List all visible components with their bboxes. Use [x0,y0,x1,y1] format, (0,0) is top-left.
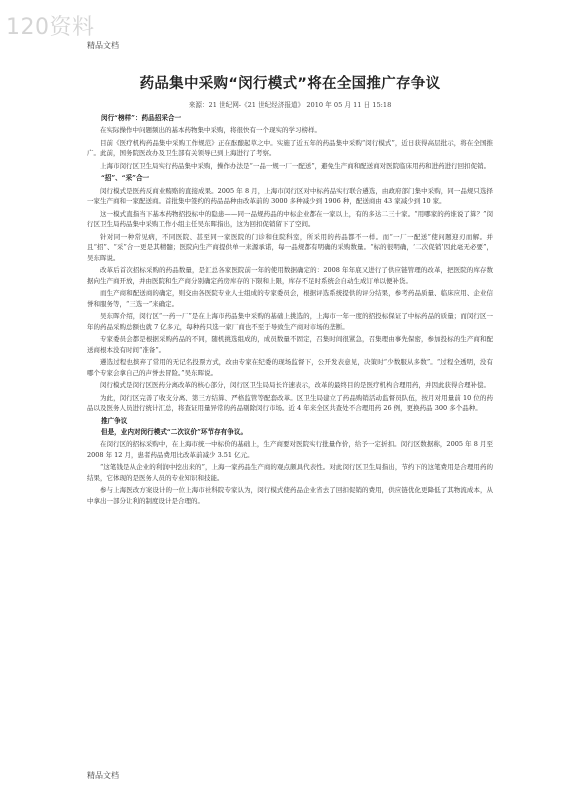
header-label: 精品文档 [87,41,119,50]
footer-label: 精品文档 [87,771,119,780]
article-body [87,114,493,506]
paragraph: 目前《医疗机构药品集中采购工作规范》正在酝酿起草之中。实施了近五年的药品集中采购“闵行模式”，近日获得高层批示，将在全国推广。此前，国务院医改办及卫生部有关领导已到上海进行了考察。 [87,138,493,158]
paragraph: 专家委员会都是根据采购药品的不同，随机挑选组成的，成员数量不固定，召集时间很紧急，召集理由事先保密，参加投标的生产商和配送商根本没有时间“准备”。 [87,335,493,354]
watermark-text: 120资料 [6,15,95,40]
paragraph: 闵行模式是闵行区医药分离改革的核心部分，闵行区卫生局局长许速表示，改革的最终目的是医疗机构合理用药，并因此获得合理补偿。 [100,381,490,390]
paragraph: 吴东晖介绍，闵行区“一药一厂”是在上海市药品集中采购的基础上挑选的，上海市一年一度的招投标保证了中标药品的质量；而闵行区一年的药品采购总额也就 7 亿多元，每种药只选一家厂商也不至于导致生产商对市场的垄断。 [87,312,493,331]
paragraph: 闵行模式是医药反商业贿赂的直接成果。2005 年 8 月，上海市闵行区对中标药品实行联合遴选，由政府部门集中采购，同一品规只选择一家生产商和一家配送商。首批集中签约的药品品种由改革前的 3000 多种减少到 1906 种，配送商由 43 家减少到 10 家。 [87,186,493,206]
section-heading: 闵行“榜样”：药品招采合一 [101,114,182,122]
section-heading: “招”、“采”合一 [101,174,150,183]
paragraph: 上海市闵行区卫生局实行药品集中采购，操作办法是“一品一规一厂一配送”，避免生产商和配送商对医院临床用药和进药进行回扣促销。 [100,161,491,170]
paragraph: 针对同一种常见病，不同医院、甚至同一家医院的门诊和住院科室，所采用的药品都不一样。而“一厂一配送”使问题迎刃而解。并且“招”、“采”合一更是其精髓；医院向生产商提供单一来源承诺，每一品规都有明确的采购数量。“标的很明确，‘二次促销’因此毫无必要”，吴东晖说。 [87,232,493,262]
paragraph: 在实际操作中问题频出的基本药物集中采购，将很快有一个现实的学习榜样。 [100,126,321,135]
paragraph: 而生产商和配送商的确定，则交由各医院专业人士组成的专家委员会，根据评选系统提供的评分结果，参考药品质量、临床应用、企业信誉和服务等，“三选一”来确定。 [87,289,493,308]
paragraph: 遴选过程也摈弃了常用的无记名投票方式，改由专家在纪委的现场监督下，公开发表意见，决策时“少数服从多数”。“过程全透明，没有哪个专家会拿自己的声誉去冒险。”吴东晖说。 [87,358,493,377]
paragraph: “这笔钱是从企业的利润中挖出来的”，上海一家药品生产商的观点颇具代表性。对此闵行区卫生局指出，节约下的这笔费用是合理用药的结果，它体现的是医务人员的专业知识和技能。 [87,463,493,482]
paragraph: 在闵行区的招标采购中，在上海市统一中标价的基础上，生产商要对医院实行批量作价，给予一定折扣。闵行区数据称，2005 年 8 月至 2008 年 12 月，患者药品费用比改革前减少 3.51 亿元。 [87,440,493,459]
article [87,72,493,508]
article-title: 药品集中采购“闵行模式”将在全国推广存争议 [139,76,441,92]
paragraph: 参与上海医改方案设计的一位上海市社科院专家认为，闵行模式使药品企业省去了回扣促销的费用，供应链优化更降低了其物流成本，从中拿出一部分让利的制度设计是合理的。 [87,486,493,505]
article-source: 来源：21 世纪网-《21 世纪经济报道》 2010 年 05 月 11 日 15:18 [188,101,392,109]
paragraph: 改革后首次招标采购的药品数量，是汇总各家医院前一年的使用数据确定的：2008 年年底又进行了供应链管理的改革，把医院的库存数据向生产商开放，并由医院和生产商分别确定药房库存的下限和上限，库存不足时系统会自动生成订单以便补货。 [87,266,493,285]
paragraph: 这一模式直指当下基本药物招投标中的隐患——同一品规药品的中标企业都在一家以上，有的多达二三十家。“用哪家的药谁说了算？”闵行区卫生局药品集中采购工作小组主任吴东晖指出，这为回扣促销留下了空间。 [87,209,493,229]
section-heading: 推广争议 [101,416,128,425]
paragraph: 为此，闵行区完善了收支分离、第三方结算、严格监管等配套改革。区卫生局建立了药品购销活动监督员队伍，按月对用量前 10 位的药品以及医务人员进行统计汇总，将查证用量异常的药品剔除闵行市场。近 4 年来全区共查处不合理用药 26 例，更换药品 300 多个品种。 [87,393,493,413]
section-heading: 但是，业内对闵行模式“二次议价”环节存有争议。 [101,428,248,437]
